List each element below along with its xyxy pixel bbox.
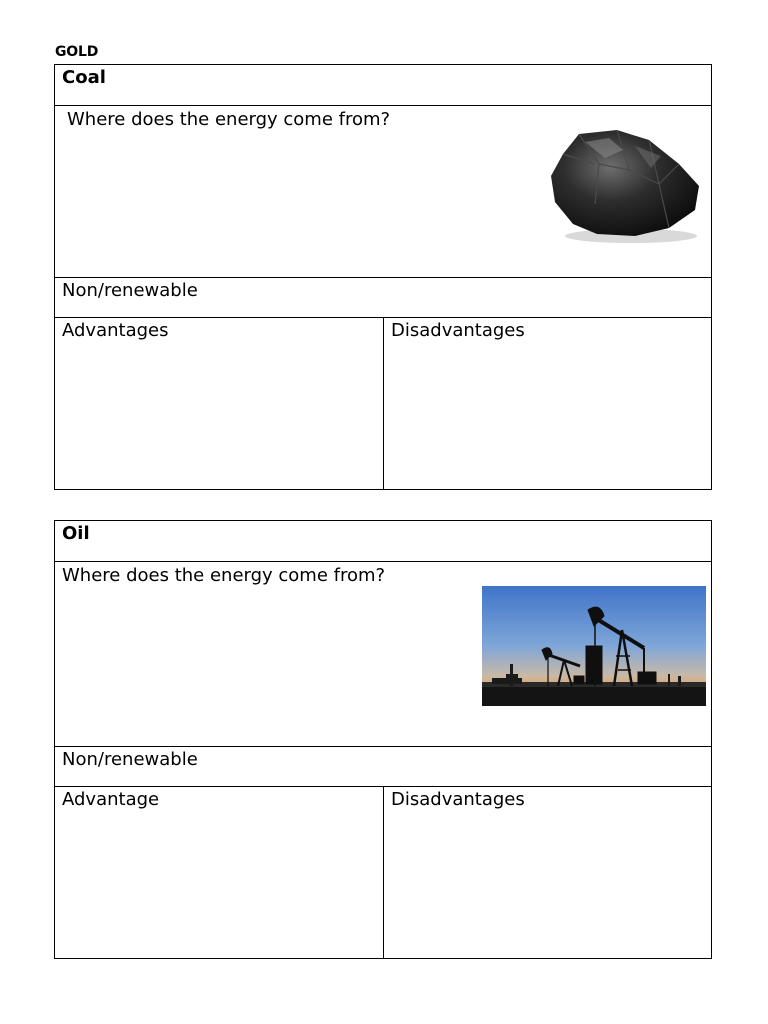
- advantage-cell[interactable]: [55, 787, 384, 958]
- renewable-label: Non/renewable: [62, 280, 198, 301]
- renewable-row[interactable]: [55, 278, 711, 318]
- card-title: Oil: [62, 523, 90, 544]
- advantages-label: Advantages: [62, 320, 169, 341]
- page-label: GOLD: [55, 44, 99, 60]
- disadvantages-cell[interactable]: [384, 787, 711, 958]
- card-title: Coal: [62, 67, 106, 88]
- advantages-cell[interactable]: [55, 318, 384, 489]
- card-title-row: [55, 521, 711, 562]
- oil-card: [54, 520, 712, 959]
- pros-cons-row: [55, 318, 711, 489]
- disadvantages-label: Disadvantages: [391, 320, 525, 341]
- pros-cons-row: [55, 787, 711, 958]
- disadvantages-cell[interactable]: [384, 318, 711, 489]
- energy-source-question: Where does the energy come from?: [67, 109, 391, 130]
- advantage-label: Advantage: [62, 789, 160, 810]
- oil-pumpjack-image: [482, 586, 706, 706]
- energy-source-question: Where does the energy come from?: [62, 565, 386, 586]
- card-title-row: [55, 65, 711, 106]
- renewable-label: Non/renewable: [62, 749, 198, 770]
- coal-image: [539, 124, 705, 248]
- energy-source-row[interactable]: [55, 562, 711, 747]
- coal-card: [54, 64, 712, 490]
- energy-source-row[interactable]: [55, 106, 711, 278]
- disadvantages-label: Disadvantages: [391, 789, 525, 810]
- renewable-row[interactable]: [55, 747, 711, 787]
